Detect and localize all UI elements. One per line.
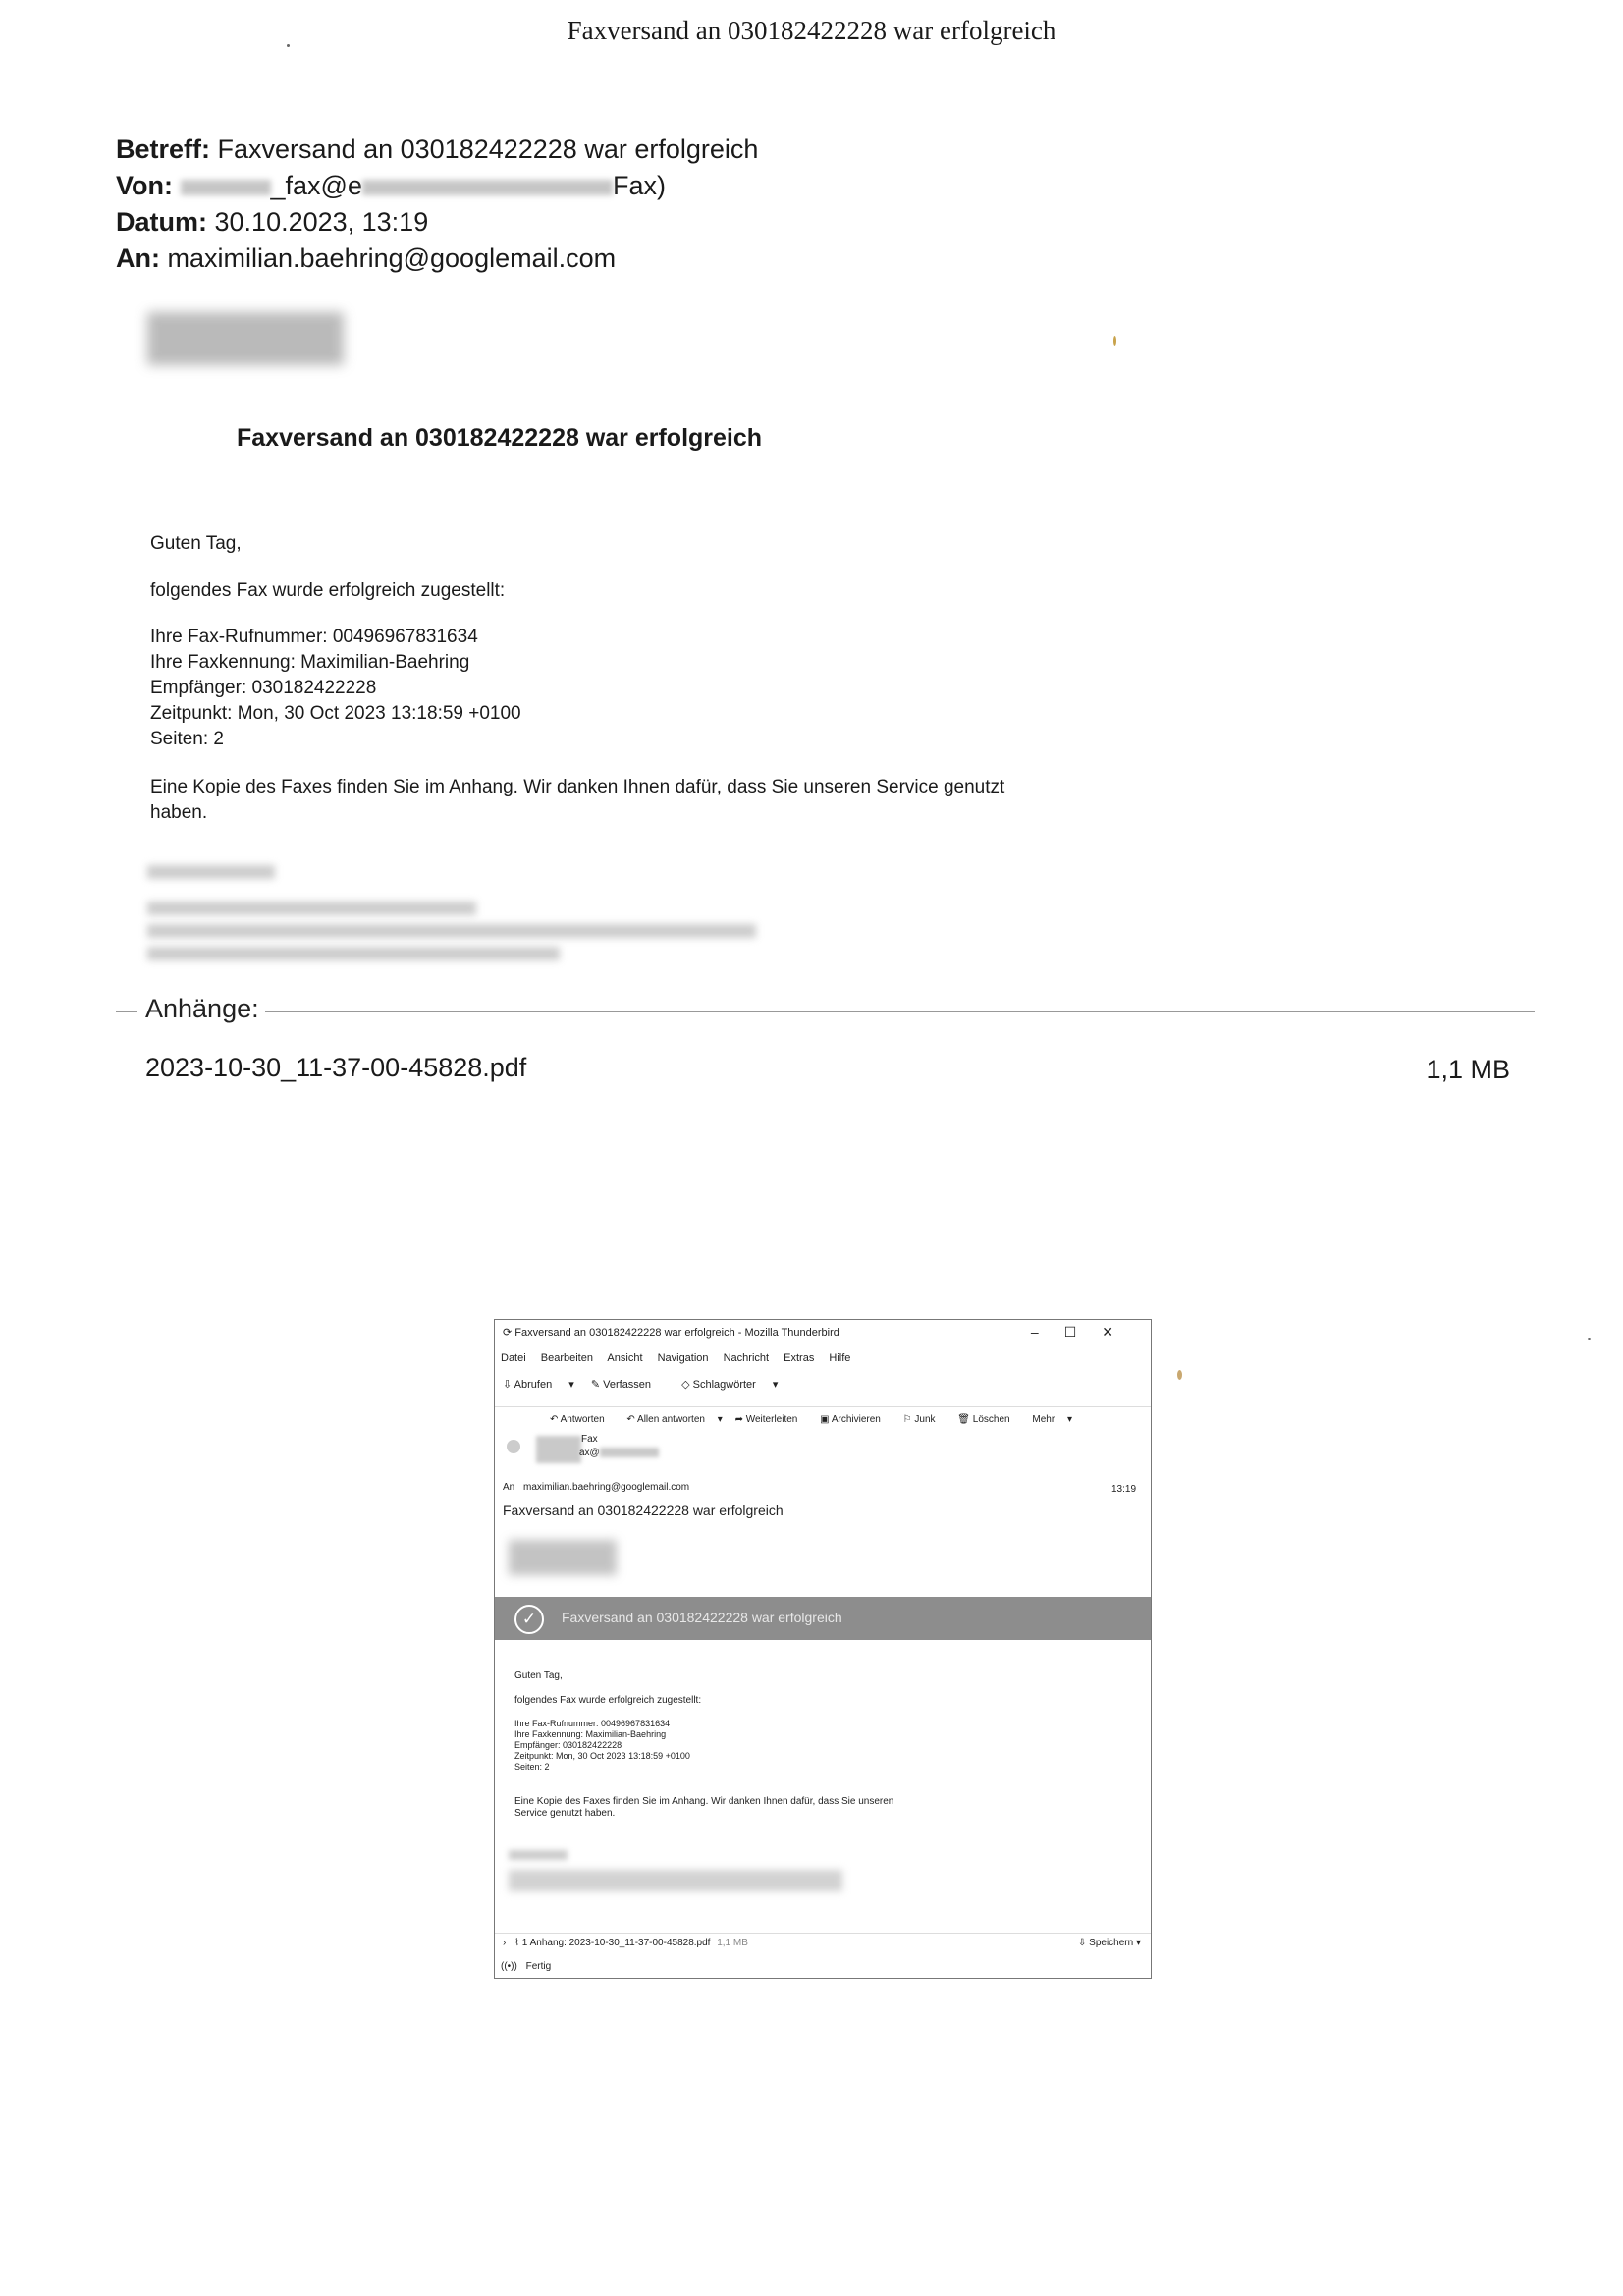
detail-line: Ihre Fax-Rufnummer: 00496967831634: [150, 627, 478, 647]
window-title: Faxversand an 030182422228 war erfolgreich - Mozilla Thunderbird: [514, 1327, 839, 1339]
attachment-file-size: 1,1 MB: [1426, 1055, 1510, 1084]
redacted-signature: [509, 1850, 568, 1860]
date-line: [116, 204, 428, 241]
subject-value: Faxversand an 030182422228 war erfolgreich: [217, 135, 759, 164]
mail-heading: Faxversand an 030182422228 war erfolgreich: [237, 424, 763, 452]
attachment-file-name[interactable]: 2023-10-30_11-37-00-45828.pdf: [145, 1053, 527, 1082]
message-action-bar: [550, 1414, 1152, 1425]
attachments-label: Anhänge:: [137, 994, 265, 1024]
more-button[interactable]: Mehr ▾: [1032, 1414, 1072, 1425]
tags-button[interactable]: ◇ Schlagwörter ▾: [681, 1379, 779, 1391]
shot-detail-line: Ihre Faxkennung: Maximilian-Baehring: [514, 1729, 667, 1739]
redacted-signature: [147, 924, 756, 938]
redacted-signature: [509, 1870, 842, 1891]
from-value-part2: Fax): [612, 171, 666, 200]
success-banner: [495, 1597, 1151, 1640]
thunderbird-icon: ⟳: [503, 1327, 513, 1339]
shot-greeting: Guten Tag,: [514, 1670, 563, 1681]
shot-details: [514, 1719, 690, 1773]
to-line: [116, 241, 616, 277]
shot-detail-line: Zeitpunkt: Mon, 30 Oct 2023 13:18:59 +0100: [514, 1751, 690, 1761]
attachment-row[interactable]: [503, 1938, 748, 1948]
attachment-summary: 1 Anhang: 2023-10-30_11-37-00-45828.pdf: [521, 1938, 711, 1948]
detail-line: Zeitpunkt: Mon, 30 Oct 2023 13:18:59 +0100: [150, 703, 521, 724]
scan-speck: [1177, 1370, 1182, 1380]
recipient-value[interactable]: maximilian.baehring@googlemail.com: [523, 1482, 690, 1493]
recipient-line: [503, 1482, 1152, 1493]
status-text: Fertig: [525, 1961, 552, 1972]
delete-button[interactable]: 🗑 Löschen: [957, 1414, 1010, 1425]
attachments-divider: [116, 1011, 1535, 1012]
redacted-logo: [509, 1540, 617, 1575]
thunderbird-screenshot: [494, 1319, 1152, 1979]
online-icon: ((•)): [501, 1961, 517, 1972]
closing-text: [150, 775, 1004, 826]
scan-speck: [1588, 1338, 1591, 1340]
redacted-sender-name: [181, 180, 271, 195]
attachment-summary-size: 1,1 MB: [717, 1938, 748, 1948]
date-value: 30.10.2023, 13:19: [214, 207, 429, 237]
shot-detail-line: Ihre Fax-Rufnummer: 00496967831634: [514, 1719, 671, 1728]
from-label: Von:: [116, 171, 173, 200]
avatar: [507, 1440, 520, 1453]
shot-intro: folgendes Fax wurde erfolgreich zugestellt:: [514, 1695, 702, 1706]
reply-button[interactable]: ↶ Antworten: [550, 1414, 605, 1425]
page-title: Faxversand an 030182422228 war erfolgreich: [567, 16, 1056, 45]
menu-extras[interactable]: Extras: [784, 1352, 815, 1364]
recipient-label: An: [503, 1482, 515, 1493]
detail-line: Ihre Faxkennung: Maximilian-Baehring: [150, 652, 470, 673]
redacted-sender: [536, 1436, 581, 1463]
intro-text: folgendes Fax wurde erfolgreich zugestellt:: [150, 580, 506, 601]
redacted-logo: [147, 312, 344, 365]
shot-closing: Eine Kopie des Faxes finden Sie im Anhang. Wir danken Ihnen dafür, dass Sie unseren Service genutzt haben.: [514, 1796, 894, 1819]
compose-button[interactable]: ✎ Verfassen: [590, 1379, 652, 1391]
menu-datei[interactable]: Datei: [501, 1352, 526, 1364]
get-mail-button[interactable]: ⇩ Abrufen ▾: [503, 1379, 574, 1391]
from-line: [116, 168, 666, 204]
scan-speck: [1113, 336, 1116, 346]
to-label: An:: [116, 244, 160, 273]
reply-all-button[interactable]: ↶ Allen antworten ▾: [626, 1414, 723, 1425]
redacted-signature: [147, 865, 275, 879]
message-time: 13:19: [1111, 1484, 1137, 1495]
chevron-right-icon[interactable]: ›: [503, 1938, 507, 1948]
banner-text: Faxversand an 030182422228 war erfolgreich: [562, 1610, 842, 1625]
redacted-sender-domain: [362, 180, 613, 195]
menu-nachricht[interactable]: Nachricht: [723, 1352, 770, 1364]
archive-button[interactable]: ▣ Archivieren: [820, 1414, 881, 1425]
paperclip-icon: ⌇: [514, 1938, 520, 1948]
redacted-signature: [147, 947, 560, 960]
menu-bar: [501, 1352, 1152, 1364]
menu-navigation[interactable]: Navigation: [657, 1352, 709, 1364]
shot-detail-line: Seiten: 2: [514, 1762, 550, 1772]
status-bar: [501, 1961, 551, 1972]
from-value-part1: _fax@e: [270, 171, 362, 200]
detail-line: Seiten: 2: [150, 729, 224, 749]
message-subject: Faxversand an 030182422228 war erfolgreich: [503, 1503, 784, 1518]
scan-speck: [287, 44, 290, 47]
closing-line: haben.: [150, 802, 208, 823]
date-label: Datum:: [116, 207, 207, 237]
detail-line: Empfänger: 030182422228: [150, 678, 377, 698]
sender-name: Fax: [581, 1434, 598, 1445]
junk-button[interactable]: ⚐ Junk: [902, 1414, 936, 1425]
menu-bearbeiten[interactable]: Bearbeiten: [540, 1352, 593, 1364]
save-button[interactable]: ⇩ Speichern ▾: [1077, 1938, 1141, 1948]
menu-ansicht[interactable]: Ansicht: [607, 1352, 643, 1364]
toolbar-divider: [495, 1406, 1151, 1407]
forward-button[interactable]: ➦ Weiterleiten: [734, 1414, 798, 1425]
sender-address: ax@: [579, 1448, 1152, 1458]
subject-line: [116, 132, 758, 168]
fax-details: [150, 625, 521, 752]
to-value: maximilian.baehring@googlemail.com: [167, 244, 617, 273]
download-icon: ⇩: [1077, 1938, 1087, 1948]
shot-detail-line: Empfänger: 030182422228: [514, 1740, 622, 1750]
check-icon: ✓: [514, 1605, 544, 1634]
main-toolbar: [503, 1378, 1152, 1391]
redacted-signature: [147, 902, 476, 915]
window-controls[interactable]: –☐✕: [1030, 1324, 1139, 1339]
attachment-bar: [495, 1933, 1151, 1979]
menu-hilfe[interactable]: Hilfe: [829, 1352, 851, 1364]
greeting: Guten Tag,: [150, 533, 242, 554]
subject-label: Betreff:: [116, 135, 211, 164]
closing-line: Eine Kopie des Faxes finden Sie im Anhang. Wir danken Ihnen dafür, dass Sie unseren Service genutzt: [150, 777, 1005, 797]
